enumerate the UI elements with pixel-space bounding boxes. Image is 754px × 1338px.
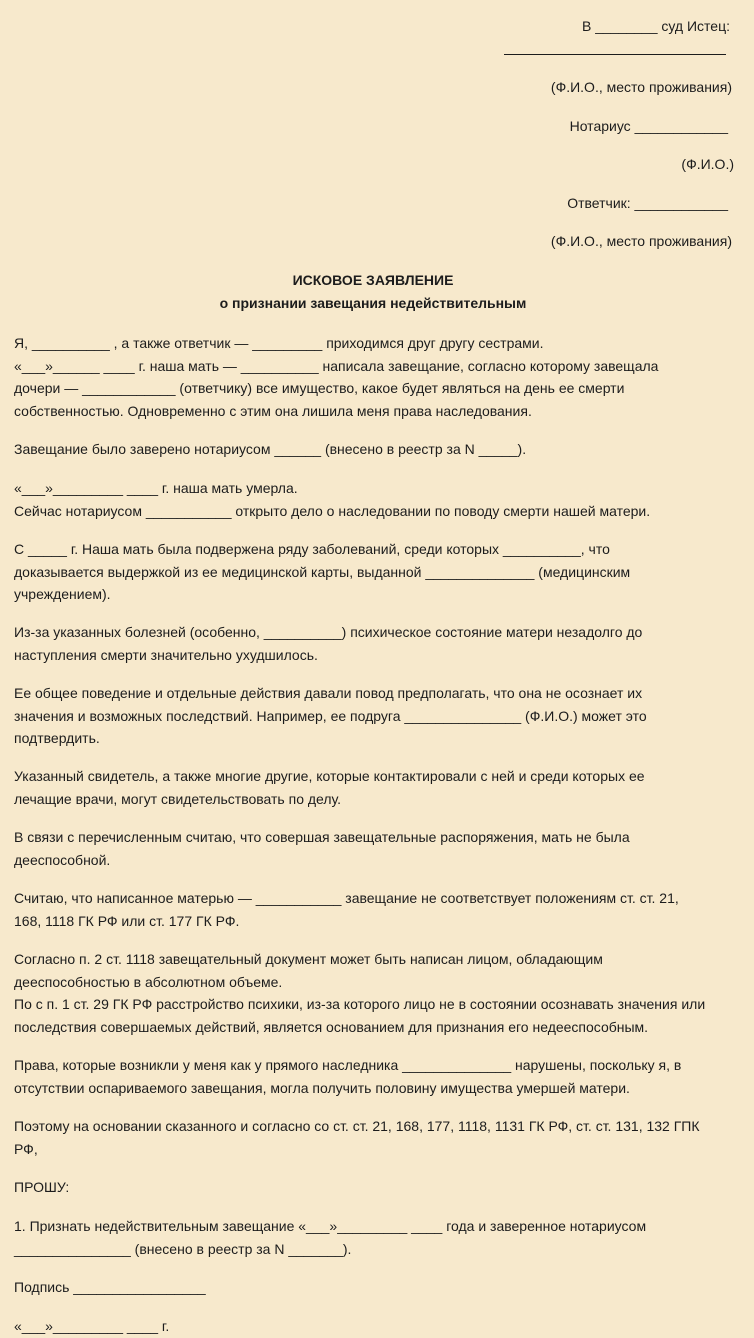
document-subtitle: о признании завещания недействительным	[219, 295, 527, 311]
paragraph-line: значения и возможных последствий. Например, ее подруга _______________ (Ф.И.О.) может это	[14, 707, 647, 724]
defendant-fio-caption: (Ф.И.О., место проживания)	[550, 233, 732, 249]
signature-line	[14, 1276, 754, 1299]
paragraph-line: По с п. 1 ст. 29 ГК РФ расстройство психики, из-за которого лицо не в состоянии осознавать значения или	[14, 996, 706, 1012]
paragraph-request-item-1	[14, 1215, 754, 1260]
paragraph-line: Из-за указанных болезней (особенно, __________) психическое состояние матери незадолго до	[14, 624, 643, 640]
paragraph-8	[14, 826, 754, 871]
paragraph-5	[14, 621, 754, 666]
paragraph-line: подтвердить.	[14, 730, 100, 746]
plaintiff-fio-caption: (Ф.И.О., место проживания)	[550, 79, 732, 95]
paragraph-line: последствия совершаемых действий, является основанием для признания его недееспособным.	[14, 1018, 649, 1035]
paragraph-line: «___»_________ ____ г.	[14, 1318, 170, 1334]
paragraph-9	[14, 887, 754, 932]
paragraph-request-heading	[14, 1176, 754, 1199]
paragraph-line: Права, которые возникли у меня как у прямого наследника ______________ нарушены, поскольку я, в	[14, 1057, 682, 1073]
paragraph-12	[14, 1115, 754, 1160]
paragraph-line: учреждением).	[14, 586, 111, 602]
paragraph-line: С _____ г. Наша мать была подвержена ряду заболеваний, среди которых __________, что	[14, 541, 610, 557]
court-line: В ________ суд Истец:	[581, 18, 730, 34]
paragraph-1	[14, 332, 754, 422]
plaintiff-blank-line	[504, 54, 726, 55]
paragraph-line: РФ,	[14, 1140, 38, 1157]
paragraph-line: Ее общее поведение и отдельные действия давали повод предполагать, что она не осознает их	[14, 685, 643, 701]
paragraph-line: 168, 1118 ГК РФ или ст. 177 ГК РФ.	[14, 912, 240, 929]
paragraph-line: дееспособной.	[14, 851, 111, 868]
defendant-line: Ответчик: ____________	[567, 195, 728, 211]
paragraph-line: дееспособностью в абсолютном объеме.	[14, 973, 283, 990]
paragraph-line: дочери — ____________ (ответчику) все имущество, какое будет являться на день ее смерти	[14, 380, 625, 396]
date-line	[14, 1315, 754, 1338]
paragraph-10	[14, 948, 754, 1038]
paragraph-line: В связи с перечисленным считаю, что совершая завещательные распоряжения, мать не была	[14, 829, 630, 845]
paragraph-4	[14, 538, 754, 606]
paragraph-line: Сейчас нотариусом ___________ открыто дело о наследовании по поводу смерти нашей матери.	[14, 502, 651, 519]
paragraph-line: лечащие врачи, могут свидетельствовать по делу.	[14, 790, 342, 807]
paragraph-line: «___»_________ ____ г. наша мать умерла.	[14, 480, 298, 496]
paragraph-line: ПРОШУ:	[14, 1179, 70, 1195]
paragraph-line: Подпись _________________	[14, 1279, 206, 1295]
paragraph-line: 1. Признать недействительным завещание «___»_________ ____ года и заверенное нотариусом	[14, 1218, 647, 1234]
document-title: ИСКОВОЕ ЗАЯВЛЕНИЕ	[292, 272, 454, 288]
paragraph-line: «___»______ ____ г. наша мать — __________ написала завещание, согласно которому завещала	[14, 357, 659, 374]
paragraph-11	[14, 1054, 754, 1099]
paragraph-3	[14, 477, 754, 522]
paragraph-line: отсутствии оспариваемого завещания, могла получить половину имущества умершей матери.	[14, 1079, 630, 1096]
paragraph-line: _______________ (внесено в реестр за N _______).	[14, 1240, 352, 1257]
paragraph-line: Указанный свидетель, а также многие другие, которые контактировали с ней и среди которых ее	[14, 768, 645, 784]
notary-fio-caption: (Ф.И.О.)	[681, 156, 734, 172]
paragraph-line: Завещание было заверено нотариусом ______ (внесено в реестр за N _____).	[14, 441, 527, 457]
paragraph-7	[14, 765, 754, 810]
paragraph-line: Поэтому на основании сказанного и согласно со ст. ст. 21, 168, 177, 1118, 1131 ГК РФ, ст. ст. 131, 132 ГПК	[14, 1118, 700, 1134]
paragraph-line: Согласно п. 2 ст. 1118 завещательный документ может быть написан лицом, обладающим	[14, 951, 603, 967]
paragraph-line: наступления смерти значительно ухудшилось.	[14, 646, 318, 663]
notary-line: Нотариус ____________	[569, 118, 728, 134]
paragraph-6	[14, 682, 754, 750]
paragraph-line: Считаю, что написанное матерью — ___________ завещание не соответствует положениям ст. ст. 21,	[14, 890, 679, 906]
paragraph-2	[14, 438, 754, 461]
paragraph-line: доказывается выдержкой из ее медицинской карты, выданной ______________ (медицинским	[14, 563, 631, 580]
paragraph-line: Я, __________ , а также ответчик — _________ приходимся друг другу сестрами.	[14, 335, 544, 351]
paragraph-line: собственностью. Одновременно с этим она лишила меня права наследования.	[14, 402, 532, 419]
